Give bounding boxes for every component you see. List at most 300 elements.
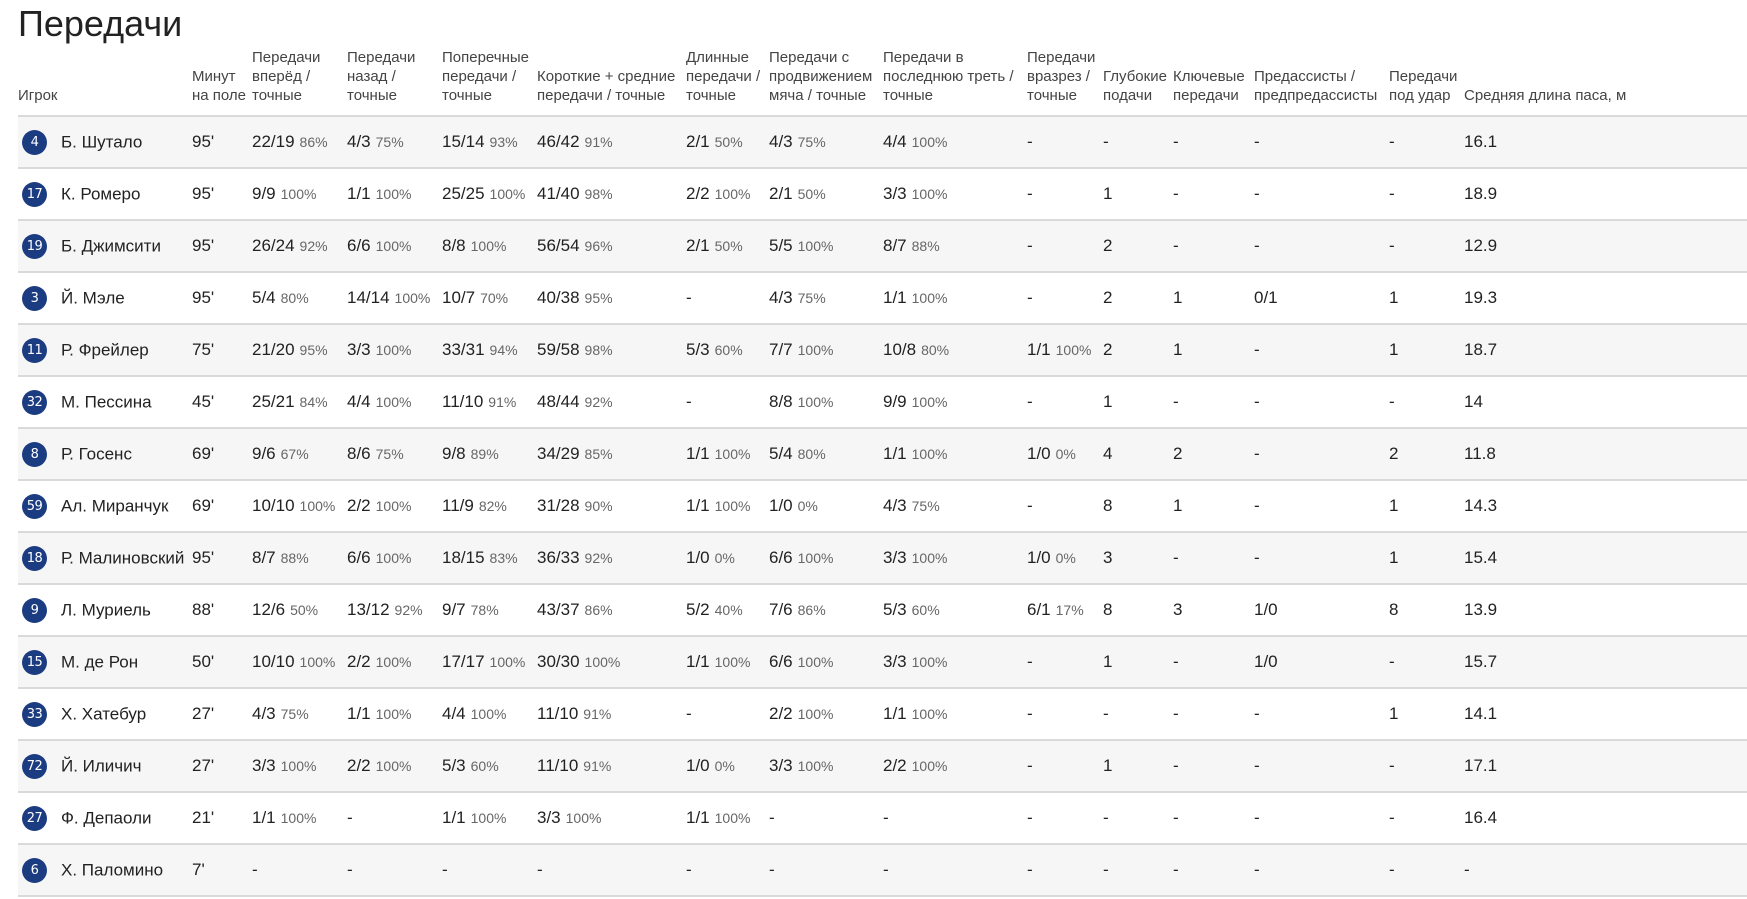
cell-player[interactable] [18,480,192,532]
pass-value: 1/0 [1027,444,1051,463]
cell-key: - [1173,688,1254,740]
pass-percent: 50% [714,134,743,150]
table-row[interactable] [18,844,1747,896]
cell-final-third [883,376,1027,428]
cell-player[interactable] [18,532,192,584]
pass-percent: 100% [375,186,412,202]
table-row[interactable] [18,740,1747,792]
cell-progressive [769,116,883,168]
pass-value: 1/1 [347,184,371,203]
cell-deep: 8 [1103,480,1173,532]
cell-cross [442,324,537,376]
pass-value: 1/1 [883,288,907,307]
pass-percent: 100% [797,238,834,254]
pass-value: 8/8 [442,236,466,255]
cell-key: - [1173,636,1254,688]
pass-percent: 0% [797,498,818,514]
pass-percent: 100% [911,134,948,150]
cell-player[interactable] [18,324,192,376]
cell-shot-assists: - [1389,376,1464,428]
pass-value: 11/10 [537,756,579,775]
cell-through [1027,376,1103,428]
cell-final-third [883,324,1027,376]
pass-percent: 100% [1055,342,1092,358]
pass-value: 5/3 [442,756,466,775]
cell-long [686,792,769,844]
cell-player[interactable] [18,376,192,428]
cell-cross [442,376,537,428]
cell-deep: 1 [1103,376,1173,428]
player-number-badge: 59 [22,494,47,519]
cell-long [686,272,769,324]
pass-percent: 50% [714,238,743,254]
pass-value: - [883,808,889,827]
pass-value: 7/7 [769,340,793,359]
cell-final-third [883,116,1027,168]
player-name[interactable]: Й. Мэле [61,288,125,307]
player-number-badge: 4 [22,130,47,155]
cell-long [686,636,769,688]
cell-cross [442,792,537,844]
cell-back [347,792,442,844]
header-long[interactable]: Длинные передачи / точные [686,48,769,116]
cell-deep: - [1103,792,1173,844]
pass-percent: 40% [714,602,743,618]
cell-minutes: 95' [192,220,252,272]
cell-progressive [769,324,883,376]
cell-avg-length: 18.7 [1464,324,1747,376]
pass-value: 3/3 [769,756,793,775]
table-row[interactable] [18,376,1747,428]
table-row[interactable] [18,480,1747,532]
pass-percent: 85% [584,446,613,462]
table-row[interactable] [18,688,1747,740]
header-preassists[interactable]: Предассисты / предпредассисты [1254,48,1389,116]
cell-avg-length: 16.4 [1464,792,1747,844]
cell-avg-length: 18.9 [1464,168,1747,220]
cell-shot-assists: 1 [1389,324,1464,376]
pass-value: 1/1 [686,652,710,671]
pass-percent: 80% [280,290,309,306]
pass-value: 1/1 [1027,340,1051,359]
cell-player[interactable] [18,116,192,168]
cell-player[interactable] [18,272,192,324]
table-row[interactable] [18,116,1747,168]
pass-value: 25/21 [252,392,295,411]
pass-value: 4/4 [883,132,907,151]
cell-player[interactable] [18,792,192,844]
header-shot-assists[interactable]: Передачи под удар [1389,48,1464,116]
cell-minutes: 45' [192,376,252,428]
pass-value: 4/3 [883,496,907,515]
player-number-badge: 9 [22,598,47,623]
pass-percent: 100% [489,186,526,202]
pass-percent: 100% [911,706,948,722]
pass-percent: 92% [584,394,613,410]
cell-back [347,584,442,636]
pass-value: 8/6 [347,444,371,463]
cell-preassists: - [1254,428,1389,480]
cell-deep: 2 [1103,220,1173,272]
pass-percent: 93% [489,134,518,150]
pass-percent: 100% [911,550,948,566]
player-name[interactable]: М. Пессина [61,392,152,411]
player-name[interactable]: Ф. Депаоли [61,808,152,827]
cell-back [347,376,442,428]
pass-percent: 100% [375,758,412,774]
cell-forward [252,428,347,480]
cell-final-third [883,168,1027,220]
cell-forward [252,272,347,324]
pass-value: 10/7 [442,288,476,307]
cell-preassists: 0/1 [1254,272,1389,324]
pass-percent: 95% [584,290,613,306]
cell-long [686,168,769,220]
cell-preassists: - [1254,688,1389,740]
cell-cross [442,480,537,532]
pass-value: 2/2 [347,496,371,515]
pass-value: 1/1 [883,444,907,463]
pass-value: 22/19 [252,132,295,151]
cell-progressive [769,428,883,480]
cell-back [347,844,442,896]
cell-final-third [883,532,1027,584]
pass-percent: 100% [280,810,317,826]
header-minutes[interactable]: Минут на поле [192,48,252,116]
cell-player[interactable] [18,636,192,688]
header-cross[interactable]: Поперечные передачи / точные [442,48,537,116]
cell-minutes: 95' [192,532,252,584]
pass-value: 4/3 [347,132,371,151]
cell-back [347,688,442,740]
player-number-badge: 15 [22,650,47,675]
pass-value: - [769,860,775,879]
cell-forward [252,220,347,272]
pass-percent: 91% [584,134,613,150]
cell-through [1027,480,1103,532]
cell-forward [252,376,347,428]
cell-preassists: - [1254,376,1389,428]
player-number-badge: 33 [22,702,47,727]
pass-value: 1/0 [769,496,793,515]
cell-long [686,688,769,740]
header-final-third[interactable]: Передачи в последнюю треть / точные [883,48,1027,116]
pass-percent: 100% [714,654,751,670]
cell-back [347,532,442,584]
cell-final-third [883,428,1027,480]
cell-progressive [769,636,883,688]
cell-player[interactable] [18,844,192,896]
cell-final-third [883,272,1027,324]
cell-short [537,532,686,584]
cell-deep: 3 [1103,532,1173,584]
cell-forward [252,116,347,168]
pass-percent: 75% [375,446,404,462]
player-number-badge: 72 [22,754,47,779]
pass-value: 5/2 [686,600,710,619]
table-row[interactable] [18,636,1747,688]
pass-value: 41/40 [537,184,580,203]
pass-percent: 92% [299,238,328,254]
pass-value: 6/6 [769,652,793,671]
pass-value: 14/14 [347,288,390,307]
cell-progressive [769,844,883,896]
cell-shot-assists: - [1389,220,1464,272]
cell-minutes: 27' [192,688,252,740]
cell-avg-length: 14.1 [1464,688,1747,740]
cell-back [347,272,442,324]
cell-shot-assists: 8 [1389,584,1464,636]
pass-value: 3/3 [347,340,371,359]
pass-value: - [1027,704,1033,723]
pass-percent: 100% [489,654,526,670]
pass-percent: 17% [1055,602,1084,618]
cell-shot-assists: - [1389,792,1464,844]
header-short[interactable]: Короткие + средние передачи / точные [537,48,686,116]
pass-percent: 100% [584,654,621,670]
pass-value: 4/4 [347,392,371,411]
cell-cross [442,168,537,220]
pass-percent: 70% [480,290,509,306]
cell-long [686,740,769,792]
cell-player[interactable] [18,168,192,220]
cell-player[interactable] [18,428,192,480]
pass-value: 21/20 [252,340,295,359]
table-row[interactable] [18,532,1747,584]
pass-value: 1/1 [252,808,276,827]
cell-back [347,324,442,376]
pass-percent: 100% [375,706,412,722]
pass-percent: 75% [375,134,404,150]
table-row[interactable] [18,168,1747,220]
pass-percent: 100% [797,758,834,774]
cell-long [686,376,769,428]
header-player[interactable]: Игрок [18,48,192,116]
pass-value: 3/3 [537,808,561,827]
cell-avg-length: - [1464,844,1747,896]
pass-value: 34/29 [537,444,580,463]
cell-through [1027,688,1103,740]
pass-percent: 90% [584,498,613,514]
player-name[interactable]: Р. Малиновский [61,548,185,567]
cell-deep: 1 [1103,636,1173,688]
player-name[interactable]: Ал. Миранчук [61,496,169,515]
pass-value: - [1027,132,1033,151]
cell-shot-assists: 1 [1389,532,1464,584]
cell-player[interactable] [18,584,192,636]
cell-back [347,636,442,688]
pass-value: 9/9 [252,184,276,203]
pass-percent: 100% [394,290,431,306]
pass-percent: 100% [797,342,834,358]
cell-key: - [1173,116,1254,168]
pass-value: 5/4 [252,288,276,307]
header-back[interactable]: Передачи назад / точные [347,48,442,116]
cell-short [537,220,686,272]
table-row[interactable] [18,792,1747,844]
pass-percent: 100% [797,654,834,670]
cell-minutes: 21' [192,792,252,844]
pass-value: 43/37 [537,600,580,619]
pass-value: 8/7 [883,236,907,255]
pass-value: 9/9 [883,392,907,411]
pass-percent: 60% [470,758,499,774]
cell-final-third [883,636,1027,688]
cell-forward [252,532,347,584]
cell-minutes: 95' [192,168,252,220]
pass-value: 1/1 [442,808,466,827]
pass-value: 15/14 [442,132,485,151]
pass-value: 17/17 [442,652,485,671]
pass-value: 56/54 [537,236,580,255]
player-number-badge: 32 [22,390,47,415]
cell-progressive [769,168,883,220]
pass-percent: 75% [797,290,826,306]
header-key[interactable]: Ключевые передачи [1173,48,1254,116]
pass-percent: 60% [714,342,743,358]
cell-player[interactable] [18,688,192,740]
pass-value: - [1027,808,1033,827]
player-name[interactable]: М. де Рон [61,652,139,671]
pass-value: 8/8 [769,392,793,411]
pass-value: 6/6 [347,236,371,255]
cell-avg-length: 14 [1464,376,1747,428]
header-avg-length[interactable]: Средняя длина паса, м [1464,48,1747,116]
pass-value: 12/6 [252,600,286,619]
cell-short [537,324,686,376]
cell-minutes: 95' [192,272,252,324]
pass-value: 2/1 [769,184,793,203]
table-row[interactable] [18,428,1747,480]
cell-preassists: - [1254,324,1389,376]
cell-long [686,844,769,896]
pass-percent: 50% [290,602,319,618]
cell-shot-assists: 2 [1389,428,1464,480]
player-name[interactable]: Х. Хатебур [61,704,147,723]
header-through[interactable]: Передачи вразрез / точные [1027,48,1103,116]
pass-percent: 100% [714,446,751,462]
pass-value: 3/3 [883,548,907,567]
pass-value: - [1027,184,1033,203]
pass-percent: 100% [375,238,412,254]
cell-through [1027,636,1103,688]
player-name[interactable]: Л. Муриель [61,600,151,619]
cell-long [686,428,769,480]
cell-minutes: 27' [192,740,252,792]
player-name[interactable]: Р. Госенс [61,444,132,463]
cell-through [1027,428,1103,480]
cell-minutes: 95' [192,116,252,168]
cell-final-third [883,688,1027,740]
cell-cross [442,220,537,272]
cell-deep: - [1103,844,1173,896]
pass-value: - [252,860,258,879]
pass-value: 1/0 [686,756,710,775]
cell-progressive [769,688,883,740]
cell-avg-length: 15.7 [1464,636,1747,688]
pass-value: - [537,860,543,879]
cell-progressive [769,376,883,428]
cell-preassists: - [1254,168,1389,220]
table-row[interactable] [18,584,1747,636]
cell-player[interactable] [18,740,192,792]
cell-cross [442,532,537,584]
cell-shot-assists: - [1389,168,1464,220]
player-name[interactable]: К. Ромеро [61,184,141,203]
pass-percent: 100% [280,186,317,202]
player-name[interactable]: Х. Паломино [61,860,164,879]
player-number-badge: 8 [22,442,47,467]
player-number-badge: 18 [22,546,47,571]
cell-cross [442,688,537,740]
cell-minutes: 75' [192,324,252,376]
table-row[interactable] [18,324,1747,376]
player-name[interactable]: Б. Шутало [61,132,143,151]
cell-player[interactable] [18,220,192,272]
cell-long [686,220,769,272]
player-name[interactable]: Й. Иличич [61,756,142,775]
header-forward[interactable]: Передачи вперёд / точные [252,48,347,116]
cell-shot-assists: 1 [1389,272,1464,324]
cell-forward [252,168,347,220]
pass-percent: 100% [470,810,507,826]
cell-short [537,844,686,896]
pass-percent: 91% [488,394,517,410]
cell-through [1027,324,1103,376]
pass-value: 10/10 [252,652,295,671]
header-progressive[interactable]: Передачи с продвижением мяча / точные [769,48,883,116]
cell-avg-length: 13.9 [1464,584,1747,636]
cell-short [537,168,686,220]
pass-percent: 100% [299,498,336,514]
player-name[interactable]: Б. Джимсити [61,236,161,255]
pass-percent: 100% [565,810,602,826]
cell-key: 1 [1173,480,1254,532]
pass-percent: 98% [584,342,613,358]
player-number-badge: 17 [22,182,47,207]
cell-preassists: - [1254,480,1389,532]
cell-short [537,272,686,324]
pass-value: 30/30 [537,652,580,671]
player-name[interactable]: Р. Фрейлер [61,340,149,359]
cell-preassists: - [1254,220,1389,272]
pass-value: 11/10 [537,704,579,723]
player-number-badge: 19 [22,234,47,259]
cell-shot-assists: 1 [1389,480,1464,532]
cell-key: - [1173,740,1254,792]
cell-key: - [1173,376,1254,428]
pass-value: - [769,808,775,827]
pass-value: 3/3 [883,652,907,671]
cell-preassists: 1/0 [1254,584,1389,636]
cell-key: - [1173,220,1254,272]
header-deep[interactable]: Глубокие подачи [1103,48,1173,116]
pass-value: 1/1 [686,808,710,827]
cell-back [347,116,442,168]
table-row[interactable] [18,272,1747,324]
cell-minutes: 7' [192,844,252,896]
table-row[interactable] [18,220,1747,272]
cell-progressive [769,220,883,272]
cell-shot-assists: - [1389,116,1464,168]
pass-value: 2/1 [686,132,710,151]
pass-percent: 86% [797,602,826,618]
pass-value: - [1027,652,1033,671]
cell-through [1027,792,1103,844]
pass-percent: 78% [470,602,499,618]
pass-percent: 0% [1055,446,1076,462]
cell-progressive [769,272,883,324]
